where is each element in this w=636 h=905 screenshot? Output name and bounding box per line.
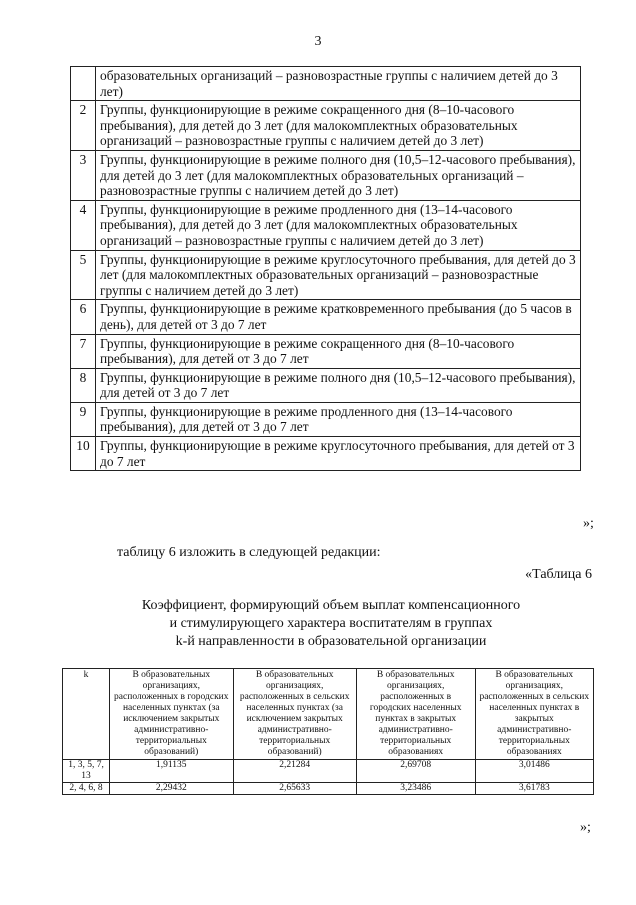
row-number: 8	[71, 368, 96, 402]
column-header: В образовательных организациях, расположенных в сельских населенных пунктах в закрытых административно-территориальных образованиях	[475, 669, 593, 760]
row-number: 5	[71, 250, 96, 300]
row-number: 7	[71, 334, 96, 368]
table-row	[71, 250, 581, 300]
column-header: В образовательных организациях, расположенных в городских населенных пунктах в закрытых административно-территориальных образованиях	[356, 669, 475, 760]
table-row	[71, 300, 581, 334]
table-row	[71, 101, 581, 151]
table-row	[63, 783, 594, 795]
row-number: 3	[71, 150, 96, 200]
closing-quote: »;	[583, 516, 594, 531]
row-text: Группы, функционирующие в режиме круглосуточного пребывания, для детей до 3 лет (для малокомплектных образовательных организаций – разновозрастные группы с наличием детей до 3 лет)	[96, 250, 581, 300]
row-number: 6	[71, 300, 96, 334]
table-row	[71, 334, 581, 368]
cell-value: 1,91135	[110, 760, 234, 783]
closing-quote: »;	[580, 820, 591, 835]
column-header-k: k	[63, 669, 110, 760]
table-row	[71, 368, 581, 402]
row-text: Группы, функционирующие в режиме сокращенного дня (8–10-часового пребывания), для детей до 3 лет (для малокомплектных образовательных организаций – разновозрастные группы с наличием детей до 3 лет)	[96, 101, 581, 151]
row-text: Группы, функционирующие в режиме сокращенного дня (8–10-часового пребывания), для детей от 3 до 7 лет	[96, 334, 581, 368]
row-number: 10	[71, 437, 96, 471]
table-row	[71, 200, 581, 250]
coefficient-table	[62, 668, 594, 795]
title-line: и стимулирующего характера воспитателям в группах	[169, 616, 493, 631]
table-caption: «Таблица 6	[525, 567, 592, 582]
title-line: Коэффициент, формирующий объем выплат компенсационного	[141, 598, 521, 613]
table-row	[71, 150, 581, 200]
table-row	[63, 760, 594, 783]
row-text: Группы, функционирующие в режиме полного дня (10,5–12-часового пребывания), для детей до 3 лет (для малокомплектных образовательных организаций – разновозрастные группы с наличием детей до 3 лет)	[96, 150, 581, 200]
row-text: Группы, функционирующие в режиме круглосуточного пребывания, для детей от 3 до 7 лет	[96, 437, 581, 471]
row-number	[71, 67, 96, 101]
title-line: k-й направленности в образовательной организации	[175, 634, 487, 649]
cell-value: 2,65633	[233, 783, 356, 795]
table-row	[71, 402, 581, 436]
page-number: 3	[314, 34, 322, 49]
cell-value: 3,61783	[475, 783, 593, 795]
groups-table	[70, 66, 581, 471]
row-k: 2, 4, 6, 8	[63, 783, 110, 795]
row-number: 4	[71, 200, 96, 250]
column-header: В образовательных организациях, расположенных в сельских населенных пунктах (за исключением закрытых административно-территориальных образований)	[233, 669, 356, 760]
row-text: образовательных организаций – разновозрастные группы с наличием детей до 3 лет)	[96, 67, 581, 101]
column-header: В образовательных организациях, расположенных в городских населенных пунктах (за исключением закрытых административно-территориальных образований)	[110, 669, 234, 760]
row-text: Группы, функционирующие в режиме полного дня (10,5–12-часового пребывания), для детей от 3 до 7 лет	[96, 368, 581, 402]
cell-value: 2,21284	[233, 760, 356, 783]
cell-value: 2,69708	[356, 760, 475, 783]
row-number: 9	[71, 402, 96, 436]
row-text: Группы, функционирующие в режиме продленного дня (13–14-часового пребывания), для детей до 3 лет (для малокомплектных образовательных организаций – разновозрастные группы с наличием детей до 3 лет)	[96, 200, 581, 250]
cell-value: 3,01486	[475, 760, 593, 783]
cell-value: 2,29432	[110, 783, 234, 795]
row-number: 2	[71, 101, 96, 151]
row-text: Группы, функционирующие в режиме продленного дня (13–14-часового пребывания), для детей от 3 до 7 лет	[96, 402, 581, 436]
table-row	[71, 67, 581, 101]
instruction-text: таблицу 6 изложить в следующей редакции:	[117, 545, 381, 560]
row-k: 1, 3, 5, 7, 13	[63, 760, 110, 783]
cell-value: 3,23486	[356, 783, 475, 795]
table-title	[0, 597, 636, 651]
table-row	[71, 437, 581, 471]
row-text: Группы, функционирующие в режиме кратковременного пребывания (до 5 часов в день), для детей от 3 до 7 лет	[96, 300, 581, 334]
header-row	[63, 669, 594, 760]
